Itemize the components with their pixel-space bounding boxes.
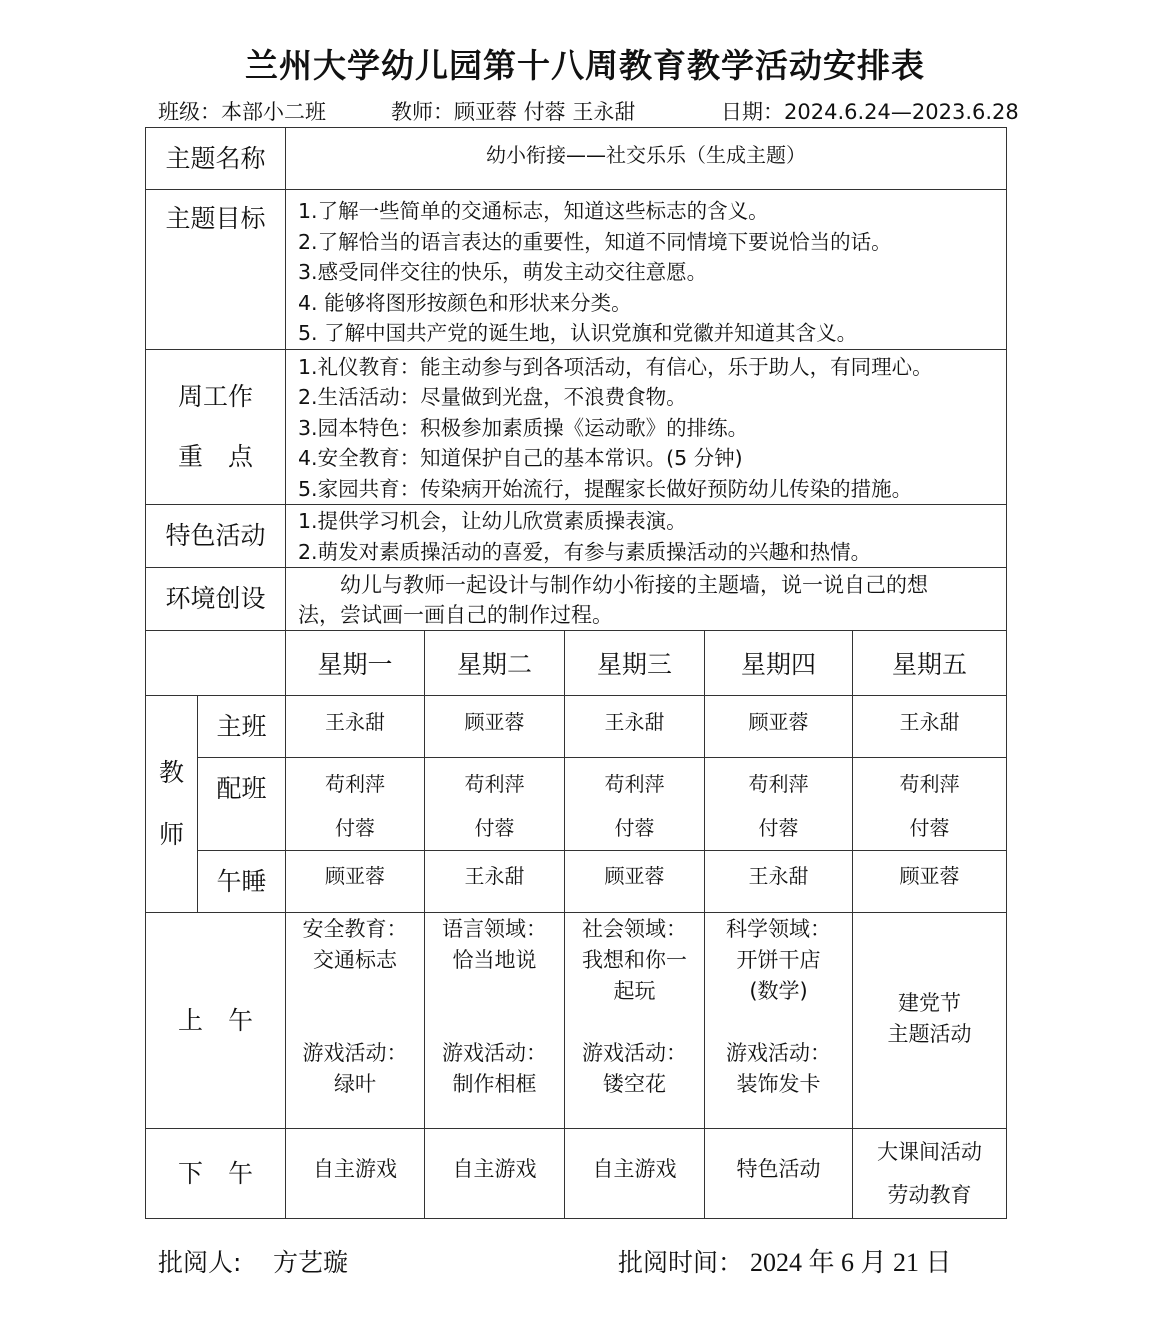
special-label: 特色活动 bbox=[146, 505, 286, 568]
teacher-section-label bbox=[146, 696, 198, 913]
nap-mon: 顾亚蓉 bbox=[286, 851, 425, 913]
theme-goals-list bbox=[286, 190, 1007, 350]
main-wed: 王永甜 bbox=[565, 696, 705, 758]
nap-thu: 王永甜 bbox=[705, 851, 853, 913]
main-mon: 王永甜 bbox=[286, 696, 425, 758]
afternoon-wed: 自主游戏 bbox=[565, 1129, 705, 1219]
morning-row bbox=[146, 913, 1007, 1129]
theme-goals-row bbox=[146, 190, 1007, 350]
assist-name: 苟利萍 bbox=[604, 772, 665, 796]
page-title: 兰州大学幼儿园第十八周教育教学活动安排表 bbox=[245, 46, 925, 85]
main-fri: 王永甜 bbox=[853, 696, 1007, 758]
teacher-assist-row bbox=[146, 758, 1007, 851]
afternoon-fri bbox=[853, 1129, 1007, 1219]
weekly-focus-label-line2: 重 点 bbox=[178, 441, 254, 471]
teacher-nap-row bbox=[146, 851, 1007, 913]
afternoon-tue: 自主游戏 bbox=[425, 1129, 565, 1219]
nap-wed: 顾亚蓉 bbox=[565, 851, 705, 913]
afternoon-row bbox=[146, 1129, 1007, 1219]
corner-cell bbox=[146, 631, 286, 696]
assist-name: 付蓉 bbox=[909, 816, 950, 840]
teachers-info: 教师：顾亚蓉 付蓉 王永甜 bbox=[391, 100, 636, 124]
theme-name-row bbox=[146, 128, 1007, 190]
morning-fri-line2: 主题活动 bbox=[887, 1021, 972, 1046]
assist-name: 付蓉 bbox=[614, 816, 655, 840]
review-time-label: 批阅时间： bbox=[618, 1248, 744, 1277]
morning-thu-game: 装饰发卡 bbox=[736, 1072, 821, 1096]
teacher-label-line1: 教 bbox=[158, 758, 184, 787]
morning-thu-topic-2: (数学) bbox=[749, 979, 808, 1003]
assist-name: 付蓉 bbox=[474, 816, 515, 840]
assist-name: 付蓉 bbox=[335, 816, 376, 840]
morning-tue-topic: 恰当地说 bbox=[452, 948, 537, 972]
morning-tue bbox=[425, 913, 565, 1129]
morning-wed-topic: 我想和你一 bbox=[582, 948, 688, 972]
assist-name: 苟利萍 bbox=[899, 772, 960, 796]
weekly-focus-row bbox=[146, 349, 1007, 505]
weekly-focus-list bbox=[286, 349, 1007, 505]
afternoon-fri-line2: 劳动教育 bbox=[887, 1182, 972, 1207]
morning-thu-domain: 科学领域： bbox=[726, 917, 832, 941]
day-thu: 星期四 bbox=[705, 631, 853, 696]
special-row bbox=[146, 505, 1007, 568]
morning-label: 上 午 bbox=[146, 913, 286, 1129]
assist-fri bbox=[853, 758, 1007, 851]
focus-item: 1.礼仪教育：能主动参与到各项活动，有信心，乐于助人，有同理心。 bbox=[298, 354, 933, 379]
assist-mon bbox=[286, 758, 425, 851]
morning-thu bbox=[705, 913, 853, 1129]
special-item: 1.提供学习机会，让幼儿欣赏素质操表演。 bbox=[298, 509, 687, 533]
day-wed: 星期三 bbox=[565, 631, 705, 696]
goal-item: 4. 能够将图形按颜色和形状来分类。 bbox=[298, 290, 632, 315]
afternoon-fri-line1: 大课间活动 bbox=[877, 1139, 983, 1164]
special-item: 2.萌发对素质操活动的喜爱，有参与素质操活动的兴趣和热情。 bbox=[298, 539, 872, 564]
weekly-focus-label bbox=[146, 349, 286, 505]
theme-goals-label: 主题目标 bbox=[146, 190, 286, 350]
date-info: 日期：2024.6.24—2023.6.28 bbox=[721, 100, 1019, 124]
afternoon-thu: 特色活动 bbox=[705, 1129, 853, 1219]
environment-label: 环境创设 bbox=[146, 568, 286, 631]
nap-tue: 王永甜 bbox=[425, 851, 565, 913]
afternoon-label: 下 午 bbox=[146, 1129, 286, 1219]
teacher-main-row bbox=[146, 696, 1007, 758]
schedule-table bbox=[145, 127, 1007, 1219]
environment-text bbox=[286, 568, 1007, 631]
assist-name: 苟利萍 bbox=[748, 772, 809, 796]
morning-tue-game: 制作相框 bbox=[452, 1072, 537, 1096]
day-tue: 星期二 bbox=[425, 631, 565, 696]
assist-thu bbox=[705, 758, 853, 851]
morning-wed-game: 镂空花 bbox=[603, 1072, 667, 1096]
morning-wed-topic-2: 起玩 bbox=[613, 979, 656, 1003]
theme-name-value: 幼小衔接——社交乐乐（生成主题） bbox=[286, 128, 1007, 190]
special-list bbox=[286, 505, 1007, 568]
goal-item: 1.了解一些简单的交通标志，知道这些标志的含义。 bbox=[298, 199, 769, 223]
environment-row bbox=[146, 568, 1007, 631]
goal-item: 2.了解恰当的语言表达的重要性，知道不同情境下要说恰当的话。 bbox=[298, 229, 892, 254]
day-fri: 星期五 bbox=[853, 631, 1007, 696]
assist-tue bbox=[425, 758, 565, 851]
morning-tue-domain: 语言领域： bbox=[442, 917, 548, 941]
morning-wed-game-label: 游戏活动： bbox=[582, 1041, 688, 1065]
environment-line2: 法，尝试画一画自己的制作过程。 bbox=[298, 603, 614, 627]
environment-line1: 幼儿与教师一起设计与制作幼小衔接的主题墙，说一说自己的想 bbox=[340, 573, 929, 597]
goal-item: 5. 了解中国共产党的诞生地，认识党旗和党徽并知道其含义。 bbox=[298, 321, 858, 345]
review-time-value: 2024 年 6 月 21 日 bbox=[750, 1248, 952, 1277]
role-nap-label: 午睡 bbox=[198, 851, 286, 913]
weekly-focus-label-line1: 周工作 bbox=[178, 381, 254, 411]
class-info: 班级：本部小二班 bbox=[158, 100, 326, 124]
main-tue: 顾亚蓉 bbox=[425, 696, 565, 758]
morning-mon bbox=[286, 913, 425, 1129]
focus-item: 3.园本特色：积极参加素质操《运动歌》的排练。 bbox=[298, 415, 749, 440]
assist-name: 付蓉 bbox=[758, 816, 799, 840]
focus-item: 5.家园共育：传染病开始流行，提醒家长做好预防幼儿传染的措施。 bbox=[298, 476, 913, 501]
role-main-label: 主班 bbox=[198, 696, 286, 758]
main-thu: 顾亚蓉 bbox=[705, 696, 853, 758]
days-row bbox=[146, 631, 1007, 696]
morning-wed bbox=[565, 913, 705, 1129]
morning-mon-game: 绿叶 bbox=[334, 1072, 377, 1096]
reviewer-name: 方艺璇 bbox=[273, 1248, 349, 1277]
teacher-label-line2: 师 bbox=[158, 820, 184, 849]
day-mon: 星期一 bbox=[286, 631, 425, 696]
reviewer-label: 批阅人: bbox=[158, 1248, 242, 1277]
focus-item: 4.安全教育：知道保护自己的基本常识。(5 分钟) bbox=[298, 446, 743, 470]
morning-fri-line1: 建党节 bbox=[898, 990, 962, 1015]
afternoon-mon: 自主游戏 bbox=[286, 1129, 425, 1219]
goal-item: 3.感受同伴交往的快乐，萌发主动交往意愿。 bbox=[298, 260, 708, 284]
morning-tue-game-label: 游戏活动： bbox=[442, 1041, 548, 1065]
theme-name-label: 主题名称 bbox=[146, 128, 286, 190]
morning-fri bbox=[853, 913, 1007, 1129]
assist-name: 苟利萍 bbox=[325, 772, 386, 796]
nap-fri: 顾亚蓉 bbox=[853, 851, 1007, 913]
morning-thu-topic: 开饼干店 bbox=[736, 948, 821, 972]
focus-item: 2.生活活动：尽量做到光盘，不浪费食物。 bbox=[298, 385, 687, 409]
morning-wed-domain: 社会领域： bbox=[582, 917, 688, 941]
role-assist-label: 配班 bbox=[198, 758, 286, 851]
morning-thu-game-label: 游戏活动： bbox=[726, 1041, 832, 1065]
assist-wed bbox=[565, 758, 705, 851]
morning-mon-domain: 安全教育： bbox=[302, 917, 408, 941]
morning-mon-topic: 交通标志 bbox=[313, 948, 398, 972]
morning-mon-game-label: 游戏活动： bbox=[302, 1041, 408, 1065]
assist-name: 苟利萍 bbox=[464, 772, 525, 796]
